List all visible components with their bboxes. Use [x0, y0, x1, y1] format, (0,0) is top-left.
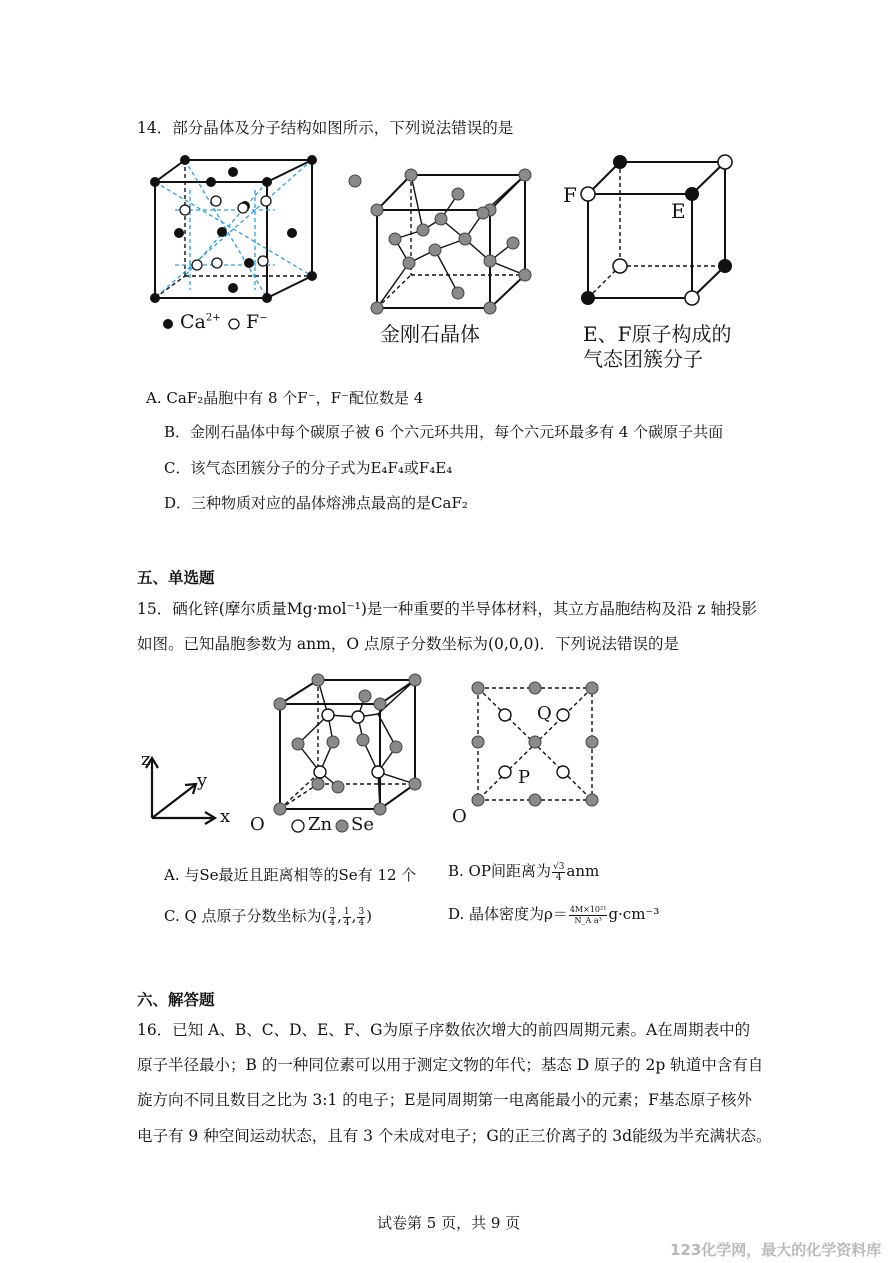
q15-stem-line2: 如图。已知晶胞参数为 anm，O 点原子分数坐标为(0,0,0)．下列说法错误的是 — [137, 635, 680, 653]
watermark-text: 123化学网，最大的化学资料库 — [670, 1241, 882, 1259]
q16-line4: 电子有 9 种空间运动状态，且有 3 个未成对电子；G的正三价离子的 3d能级为半充满状态。 — [137, 1127, 772, 1145]
axis-y-label: y — [197, 770, 208, 791]
q14-stem: 14．部分晶体及分子结构如图所示，下列说法错误的是 — [137, 119, 514, 137]
zn-legend-icon — [291, 819, 305, 833]
q14-option-c: C．该气态团簇分子的分子式为E₄F₄或F₄E₄ — [164, 459, 453, 477]
q15-stem-line1: 15．硒化锌(摩尔质量Mg·mol⁻¹)是一种重要的半导体材料，其立方晶胞结构及沿 z 轴投影 — [137, 600, 757, 618]
znse-unit-cell-figure — [270, 672, 435, 817]
legend-zn-label: Zn — [308, 814, 333, 835]
q16-line1: 16．已知 A、B、C、D、E、F、G为原子序数依次增大的前四周期元素。A在周期表中的 — [137, 1021, 751, 1039]
se-legend-icon — [335, 819, 349, 833]
q15-option-c: C. Q 点原子分数坐标为( $\frac{3}{4}$ , $\frac{1}{4}$ , $\frac{3}{4}$ ) — [164, 906, 373, 928]
legend-ca-label: $Ca^{2+}$ — [180, 311, 221, 333]
caf2-unit-cell-figure — [145, 150, 335, 340]
cluster-label-f: F — [563, 183, 577, 207]
section-5-title: 五、单选题 — [137, 569, 215, 587]
cluster-caption-1: E、F原子构成的 — [583, 322, 732, 346]
q16-line2: 原子半径最小；B 的一种同位素可以用于测定文物的年代；基态 D 原子的 2p 轨道中含有自 — [137, 1056, 764, 1074]
projection-label-p: P — [518, 767, 531, 788]
diamond-crystal-figure — [345, 165, 545, 320]
axis-x-label: x — [220, 806, 231, 827]
f-ion-legend-icon — [228, 318, 240, 330]
ca-ion-legend-icon — [162, 318, 174, 330]
page-footer: 试卷第 5 页，共 9 页 — [377, 1214, 521, 1232]
q14-option-b: B．金刚石晶体中每个碳原子被 6 个六元环共用，每个六元环最多有 4 个碳原子共面 — [164, 423, 724, 441]
cluster-caption-2: 气态团簇分子 — [583, 347, 703, 371]
q15-option-d: D. 晶体密度为ρ＝ $\frac{\text{4M×10²¹}}{\text{N\_A a³}}$ g·cm⁻³ — [448, 904, 660, 925]
projection-origin-label: O — [452, 806, 467, 827]
section-6-title: 六、解答题 — [137, 991, 215, 1009]
legend-f-label: F− — [246, 311, 268, 333]
axis-z-label: z — [141, 749, 151, 770]
z-axis-projection-figure — [468, 680, 603, 810]
znse-origin-label: O — [250, 814, 265, 835]
q15-option-b: B. OP间距离为 $\frac{√3}{4}$ anm — [448, 861, 600, 883]
q15-option-a: A. 与Se最近且距离相等的Se有 12 个 — [164, 866, 417, 884]
ef-cluster-figure — [575, 150, 745, 310]
q14-option-a: A. CaF₂晶胞中有 8 个F⁻，F⁻配位数是 4 — [146, 389, 424, 407]
diamond-caption: 金刚石晶体 — [380, 322, 480, 346]
q14-option-d: D．三种物质对应的晶体熔沸点最高的是CaF₂ — [164, 494, 468, 512]
cluster-label-e: E — [671, 199, 686, 223]
projection-label-q: Q — [537, 703, 552, 724]
legend-se-label: Se — [351, 814, 374, 835]
q16-line3: 旋方向不同且数目之比为 3:1 的电子；E是同周期第一电离能最小的元素；F基态原子核外 — [137, 1091, 752, 1109]
